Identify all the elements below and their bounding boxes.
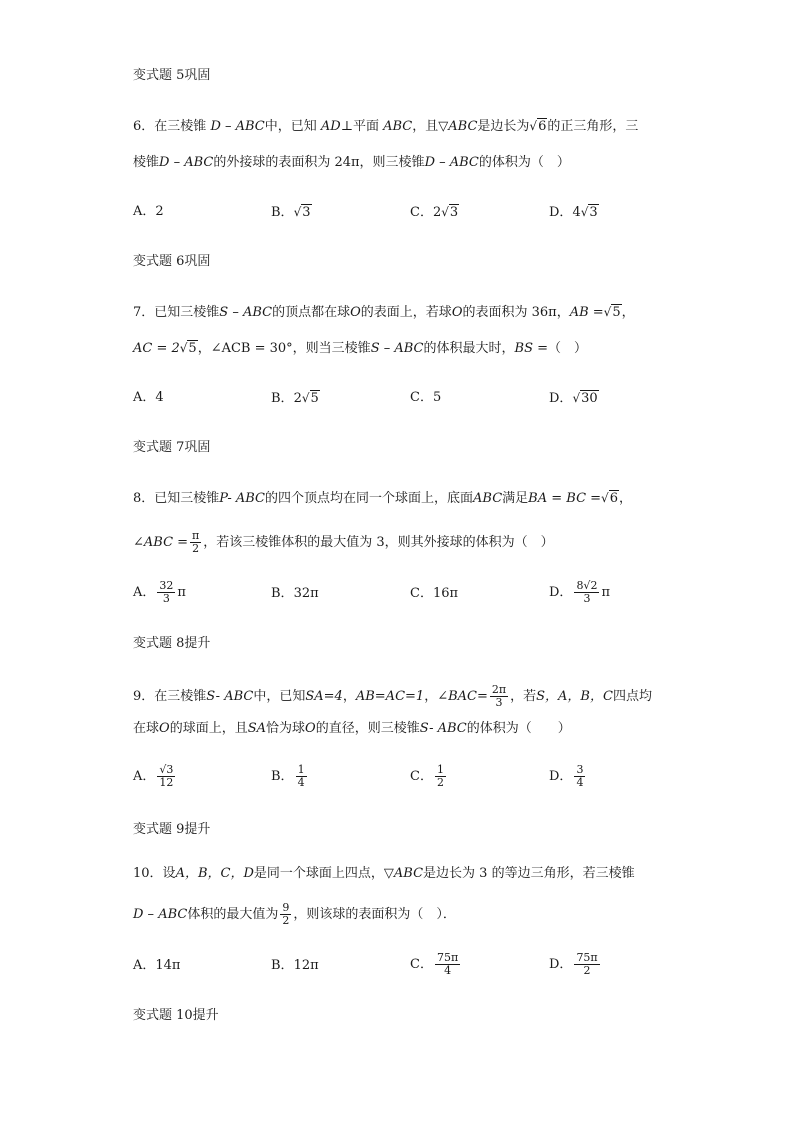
question-7-line-2: AC = 2√5，∠ACB = 30°，则当三棱锥S – ABC的体积最大时，BS =（ ） — [133, 341, 588, 356]
q10-option-a — [133, 958, 180, 974]
math-expr: O — [159, 721, 170, 736]
math-expr: S- ABC — [206, 689, 254, 704]
option-label: D． — [549, 205, 573, 220]
math-expr: ∠ABC = — [133, 535, 189, 550]
numerator: √3 — [159, 763, 174, 776]
math-expr: AD — [320, 119, 341, 134]
q10-option-c — [410, 952, 462, 977]
question-8-line-2 — [133, 530, 554, 555]
option-value: 2 — [155, 204, 164, 219]
q8-option-d — [549, 580, 610, 605]
q7-option-b: B．2√5 — [271, 391, 319, 406]
fraction — [280, 902, 291, 927]
option-value: 14π — [155, 958, 181, 973]
question-10-line-2 — [133, 902, 456, 927]
text: 的球面上，且 — [169, 721, 248, 736]
q9-option-b — [271, 764, 309, 789]
section-label-v8: 变式题 8提升 — [133, 636, 211, 651]
text: 中，已知 — [264, 119, 317, 134]
option-label: A． — [133, 585, 156, 600]
text: （ ） — [548, 341, 588, 356]
text: 棱锥 — [133, 155, 160, 170]
option-label: C． — [410, 205, 433, 220]
option-value: 32π — [293, 586, 319, 601]
option-label: A． — [133, 769, 156, 784]
fraction — [435, 764, 446, 789]
text: ，∠ACB = 30°，则当三棱锥 — [197, 341, 371, 356]
math-expr: BS = — [514, 341, 548, 356]
text: ， — [621, 305, 635, 320]
q8-option-c — [410, 586, 458, 602]
text: 的表面积为 36π， — [462, 305, 570, 320]
fraction — [157, 764, 175, 789]
math-expr: P- ABC — [219, 491, 265, 506]
q9-option-d — [549, 764, 587, 789]
radicand: 6 — [609, 491, 618, 506]
text: ，则该球的表面积为（ ）． — [293, 907, 456, 922]
option-label: C． — [410, 390, 433, 405]
text: 已知三棱锥 — [154, 305, 220, 320]
option-label: B． — [271, 391, 294, 406]
numerator: 75π — [576, 951, 598, 964]
text: 的体积最大时， — [423, 341, 515, 356]
text: 的四个顶点均在同一个球面上，底面 — [265, 491, 474, 506]
denominator: 3 — [162, 592, 170, 605]
option-label: B． — [271, 586, 294, 601]
text: 是同一个球面上四点， — [253, 866, 384, 881]
text: 的体积为（ ） — [466, 721, 571, 736]
q9-option-c — [410, 764, 448, 789]
question-number: 7． — [133, 305, 155, 320]
text: 体积的最大值为 — [187, 907, 279, 922]
option-label: B． — [271, 958, 294, 973]
text: 设 — [162, 866, 176, 881]
option-suffix: π — [177, 585, 186, 600]
fraction — [574, 764, 585, 789]
denominator: 3 — [583, 592, 591, 605]
numerator: 8√2 — [576, 579, 598, 592]
text: ，若该三棱锥体积的最大值为 3，则其外接球的体积为（ ） — [203, 535, 554, 550]
text: ， — [424, 689, 438, 704]
math-expr: S，A，B，C — [536, 689, 613, 704]
option-label: D． — [549, 585, 573, 600]
text: ，且 — [412, 119, 439, 134]
radicand: 5 — [612, 305, 621, 320]
math-expr: S – ABC — [219, 305, 273, 320]
radicand: 5 — [310, 391, 319, 406]
numerator: 32 — [159, 579, 174, 592]
option-value: 5 — [432, 390, 442, 405]
option-value: 4 — [572, 205, 581, 220]
fraction — [574, 580, 599, 605]
fraction — [490, 684, 508, 709]
math-expr: ▽ABC — [438, 119, 478, 134]
math-expr: D – ABC — [424, 155, 479, 170]
denominator: 2 — [436, 776, 444, 789]
text: ，若 — [510, 689, 537, 704]
radicand: 30 — [581, 391, 598, 406]
denominator: 2 — [583, 964, 591, 977]
question-number: 9． — [133, 689, 155, 704]
option-label: C． — [410, 957, 433, 972]
denominator: 4 — [297, 776, 305, 789]
question-9-line-2 — [133, 721, 571, 737]
denominator: 4 — [444, 964, 452, 977]
math-expr: O — [350, 305, 361, 320]
question-9-line-1 — [133, 684, 652, 709]
text: 是边长为 — [477, 119, 530, 134]
denominator: 3 — [495, 696, 503, 709]
math-expr: D – ABC — [210, 119, 265, 134]
section-label-v9: 变式题 9提升 — [133, 822, 211, 837]
section-label-v10: 变式题 10提升 — [133, 1008, 219, 1023]
text: 的正三角形，三 — [547, 119, 639, 134]
text: 的外接球的表面积为 24π，则三棱锥 — [213, 155, 425, 170]
math-expr: S- ABC — [419, 721, 467, 736]
option-label: A． — [133, 958, 156, 973]
fraction — [296, 764, 307, 789]
denominator: 2 — [192, 542, 200, 555]
math-expr: D – ABC — [133, 907, 188, 922]
option-label: D． — [549, 391, 573, 406]
q6-option-c: C．2√3 — [410, 205, 459, 220]
radicand: 3 — [449, 205, 459, 220]
math-expr: A，B，C，D — [175, 866, 254, 881]
option-value: 12π — [293, 958, 319, 973]
option-label: A． — [133, 204, 156, 219]
text: 恰为球 — [266, 721, 306, 736]
q7-option-d: D．√30 — [549, 391, 598, 406]
q7-option-a — [133, 390, 164, 406]
fraction — [435, 952, 460, 977]
math-expr: AB=AC=1 — [355, 689, 425, 704]
text: 在三棱锥 — [154, 119, 207, 134]
text: 在球 — [133, 721, 160, 736]
question-number: 8． — [133, 491, 155, 506]
q10-option-d — [549, 952, 602, 977]
math-expr: ABC — [473, 491, 503, 506]
denominator: 12 — [159, 776, 174, 789]
math-expr: ABC — [383, 119, 413, 134]
radicand: 3 — [589, 205, 598, 220]
radicand: 5 — [188, 341, 197, 356]
question-number: 10． — [133, 866, 163, 881]
numerator: π — [192, 529, 200, 542]
q8-option-b — [271, 586, 319, 602]
numerator: 1 — [436, 763, 444, 776]
numerator: 3 — [576, 763, 584, 776]
option-label: C． — [410, 586, 433, 601]
question-6-line-1: 6．在三棱锥 D – ABC中，已知 AD⊥平面 ABC，且▽ABC是边长为√6的正三角形，三 — [133, 119, 639, 134]
math-expr: BA = BC = — [528, 491, 602, 506]
numerator: 2π — [491, 683, 507, 696]
text: ， — [618, 491, 632, 506]
option-label: D． — [549, 769, 573, 784]
math-expr: O — [451, 305, 463, 320]
q6-option-a — [133, 204, 164, 220]
fraction — [574, 952, 599, 977]
q6-option-b: B．√3 — [271, 205, 311, 220]
numerator: 9 — [282, 901, 290, 914]
text: 是边长为 3 的等边三角形，若三棱锥 — [423, 866, 635, 881]
option-value: 2 — [293, 391, 302, 406]
math-expr: ▽ABC — [383, 866, 424, 881]
math-expr: SA=4 — [305, 689, 343, 704]
option-value: 2 — [432, 205, 442, 220]
math-expr: S – ABC — [370, 341, 424, 356]
question-number: 6． — [133, 119, 155, 134]
text: ⊥平面 — [340, 119, 379, 134]
option-label: C． — [410, 769, 433, 784]
section-label-v5: 变式题 5巩固 — [133, 68, 211, 83]
radicand: 3 — [302, 205, 311, 220]
section-label-v6: 变式题 6巩固 — [133, 254, 211, 269]
option-label: D． — [549, 957, 573, 972]
text: 的顶点都在球 — [272, 305, 351, 320]
q6-option-d: D．4√3 — [549, 205, 598, 220]
question-7-line-1: 7．已知三棱锥S – ABC的顶点都在球O的表面上，若球O的表面积为 36π，AB =√5， — [133, 305, 635, 320]
denominator: 2 — [282, 914, 290, 927]
math-expr: ∠BAC= — [437, 689, 488, 704]
option-label: A． — [133, 390, 156, 405]
option-label: B． — [271, 769, 294, 784]
section-label-v7: 变式题 7巩固 — [133, 440, 211, 455]
q10-option-b — [271, 958, 319, 974]
text: 的直径，则三棱锥 — [315, 721, 420, 736]
math-expr: D – ABC — [159, 155, 214, 170]
math-expr: SA — [247, 721, 266, 736]
text: 的表面上，若球 — [360, 305, 452, 320]
question-10-line-1 — [133, 866, 635, 882]
text: 满足 — [502, 491, 529, 506]
fraction — [157, 580, 175, 605]
option-value: 4 — [155, 390, 164, 405]
q8-option-a — [133, 580, 186, 605]
fraction — [190, 530, 201, 555]
numerator: 1 — [297, 763, 305, 776]
math-expr: AC = 2 — [133, 341, 180, 356]
text: 四点均 — [612, 689, 652, 704]
text: 在三棱锥 — [154, 689, 207, 704]
q9-option-a — [133, 764, 177, 789]
text: ， — [342, 689, 356, 704]
text: 中，已知 — [253, 689, 306, 704]
text: 的体积为（ ） — [478, 155, 570, 170]
option-suffix: π — [601, 585, 610, 600]
numerator: 75π — [436, 951, 459, 964]
question-8-line-1: 8．已知三棱锥P- ABC的四个顶点均在同一个球面上，底面ABC满足BA = BC =√6， — [133, 491, 632, 506]
radicand: 6 — [538, 119, 547, 134]
q7-option-c — [410, 390, 441, 406]
text: 已知三棱锥 — [154, 491, 220, 506]
math-expr: AB = — [569, 305, 604, 320]
math-expr: O — [305, 721, 316, 736]
question-6-line-2 — [133, 155, 570, 171]
option-label: B． — [271, 205, 294, 220]
option-value: 16π — [432, 586, 459, 601]
denominator: 4 — [576, 776, 584, 789]
